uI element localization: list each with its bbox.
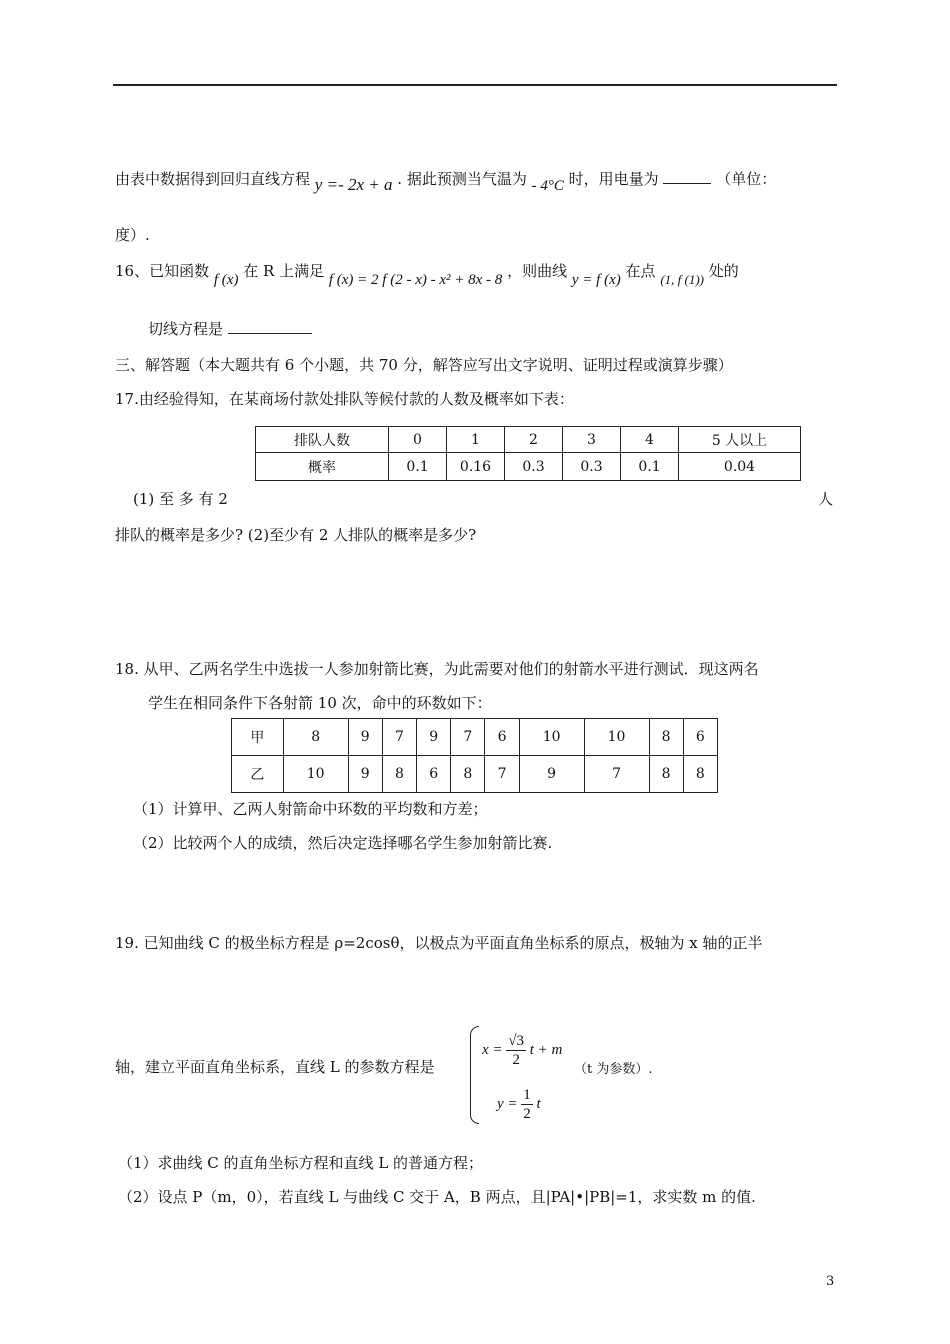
eq-y-rhs: t — [536, 1095, 541, 1112]
table-cell: 7 — [451, 719, 485, 756]
q15-text-b: . 据此预测当气温为 — [397, 170, 527, 188]
q17-part1-start: (1) 至 多 有 2 — [133, 490, 228, 508]
q19-intro: 19. 已知曲线 C 的极坐标方程是 ρ=2cosθ，以极点为平面直角坐标系的原点，极轴为 x 轴的正半 — [115, 934, 763, 952]
table-cell: 1 — [447, 427, 505, 453]
eq-y-denominator: 2 — [523, 1106, 531, 1122]
section3-heading: 三、解答题（本大题共有 6 个小题，共 70 分，解答应写出文字说明、证明过程或演算步骤） — [115, 356, 733, 374]
q15-text-c: 时，用电量为 — [568, 170, 659, 188]
q18-intro-line1: 18. 从甲、乙两名学生中选拔一人参加射箭比赛，为此需要对他们的射箭水平进行测试．现这两名 — [115, 660, 759, 678]
header-rule — [113, 84, 837, 86]
eq-x-lhs: x = — [482, 1041, 503, 1058]
table-cell: 9 — [417, 719, 451, 756]
table-cell: 概率 — [256, 453, 389, 481]
regression-formula: y =- 2x + a — [314, 175, 393, 194]
table-cell: 排队人数 — [256, 427, 389, 453]
temperature: - 4°C — [531, 178, 564, 194]
eq-x-rhs: t + m — [529, 1041, 563, 1058]
system-brace — [470, 1026, 479, 1124]
q17-intro: 17.由经验得知，在某商场付款处排队等候付款的人数及概率如下表： — [115, 390, 574, 408]
table-cell: 0.04 — [679, 453, 801, 481]
q18-intro-line2: 学生在相同条件下各射箭 10 次，命中的环数如下： — [148, 694, 492, 712]
table-cell: 0 — [389, 427, 447, 453]
q16-text-d: 在点 — [625, 262, 656, 280]
table-cell: 8 — [649, 719, 683, 756]
param-eq-y — [497, 1086, 541, 1123]
q15-line2: 度）. — [115, 226, 150, 244]
table-cell: 0.1 — [389, 453, 447, 481]
table-row — [232, 719, 718, 756]
q16-text-e: 处的 — [708, 262, 739, 280]
q17-part2: 排队的概率是多少? (2)至少有 2 人排队的概率是多少? — [115, 526, 477, 544]
table-cell: 8 — [649, 756, 683, 793]
q16-text-b: 在 R 上满足 — [243, 262, 325, 280]
q17-part1-end: 人 — [818, 490, 834, 508]
table-cell: 9 — [519, 756, 584, 793]
q16-answer-blank — [228, 333, 312, 334]
archery-scores-table — [231, 718, 718, 793]
q16-line1 — [115, 260, 739, 288]
q19-part2: （2）设点 P（m，0），若直线 L 与曲线 C 交于 A，B 两点，且|PA|•|PB|=1，求实数 m 的值. — [118, 1188, 756, 1206]
q19-part1: （1）求曲线 C 的直角坐标方程和直线 L 的普通方程； — [118, 1154, 484, 1172]
q15-text-a: 由表中数据得到回归直线方程 — [115, 170, 311, 188]
table-cell: 9 — [348, 756, 382, 793]
table-row — [256, 453, 801, 481]
table-cell: 10 — [283, 756, 348, 793]
table-cell: 甲 — [232, 719, 284, 756]
q16-line2 — [148, 318, 312, 339]
page-number: 3 — [826, 1274, 835, 1289]
table-cell: 8 — [451, 756, 485, 793]
eq-y-numerator: 1 — [523, 1087, 531, 1103]
table-cell: 0.1 — [621, 453, 679, 481]
q16-equation: f (x) = 2 f (2 - x) - x² + 8x - 8 — [328, 272, 503, 288]
table-cell: 7 — [382, 719, 416, 756]
table-cell: 3 — [563, 427, 621, 453]
q16-point: (1, f (1)) — [660, 272, 704, 287]
q15-line1 — [115, 168, 777, 194]
table-cell: 6 — [485, 719, 519, 756]
table-cell: 6 — [683, 719, 717, 756]
queue-probability-table — [255, 426, 801, 481]
table-cell: 0.3 — [563, 453, 621, 481]
table-cell: 8 — [382, 756, 416, 793]
q19-line2: 轴，建立平面直角坐标系，直线 L 的参数方程是 — [115, 1058, 435, 1076]
table-cell: 乙 — [232, 756, 284, 793]
table-cell: 7 — [485, 756, 519, 793]
table-cell: 0.3 — [505, 453, 563, 481]
table-cell: 8 — [683, 756, 717, 793]
q18-part1: （1）计算甲、乙两人射箭命中环数的平均数和方差； — [133, 800, 488, 818]
eq-x-numerator: √3 — [508, 1033, 525, 1049]
param-note: （t 为参数）. — [574, 1062, 653, 1077]
q16-text-f: 切线方程是 — [148, 320, 224, 338]
q18-part2: （2）比较两个人的成绩，然后决定选择哪名学生参加射箭比赛. — [133, 834, 553, 852]
table-cell: 5 人以上 — [679, 427, 801, 453]
table-cell: 4 — [621, 427, 679, 453]
table-cell: 2 — [505, 427, 563, 453]
table-cell: 10 — [519, 719, 584, 756]
q15-text-d: （单位： — [716, 170, 777, 188]
table-cell: 8 — [283, 719, 348, 756]
q15-answer-blank — [663, 183, 711, 184]
param-eq-x — [482, 1032, 562, 1069]
eq-x-fraction — [506, 1032, 526, 1069]
eq-x-denominator: 2 — [512, 1052, 520, 1068]
eq-y-lhs: y = — [497, 1095, 518, 1112]
table-row — [256, 427, 801, 453]
q16-text-a: 16、已知函数 — [115, 262, 210, 280]
q16-fx: f (x) — [213, 272, 239, 288]
table-cell: 7 — [584, 756, 649, 793]
table-row — [232, 756, 718, 793]
q16-text-c: ，则曲线 — [507, 262, 568, 280]
q16-curve: y = f (x) — [571, 272, 621, 288]
table-cell: 6 — [417, 756, 451, 793]
table-cell: 10 — [584, 719, 649, 756]
table-cell: 0.16 — [447, 453, 505, 481]
table-cell: 9 — [348, 719, 382, 756]
eq-y-fraction — [521, 1086, 533, 1123]
